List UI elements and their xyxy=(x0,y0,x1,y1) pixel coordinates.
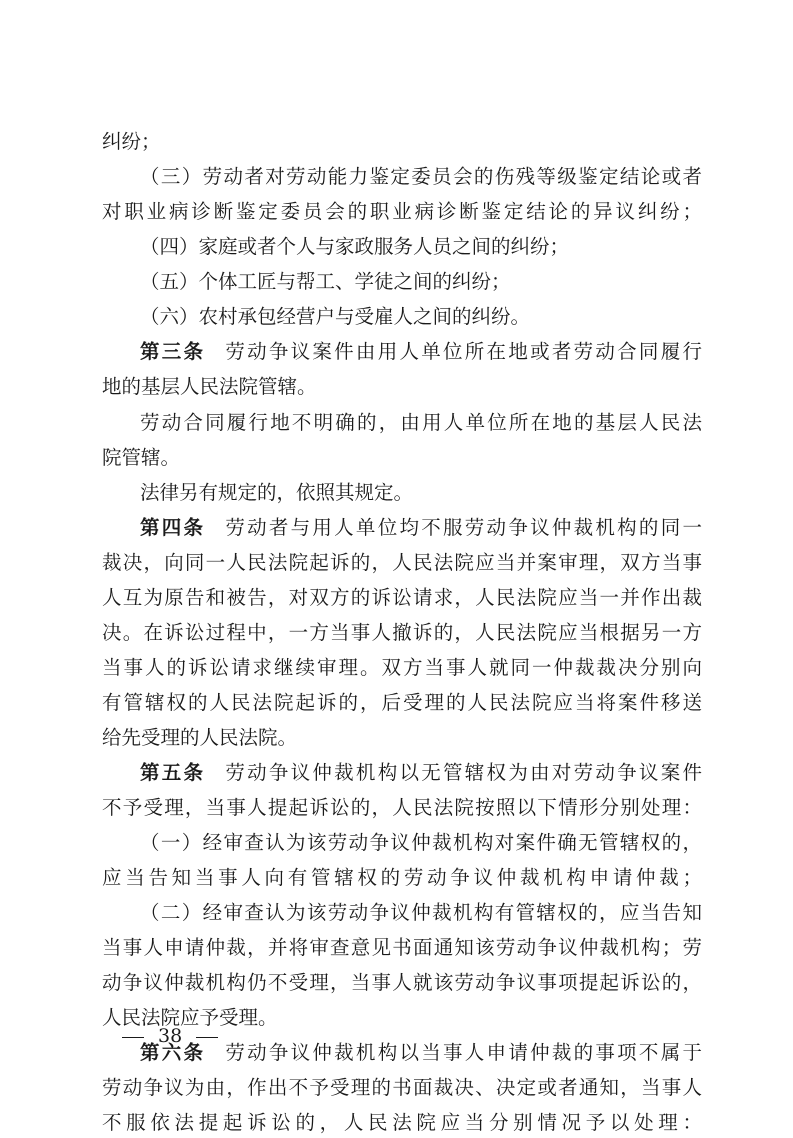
article-6-heading-line: 第六条 劳动争议仲裁机构以当事人申请仲裁的事项不属于 xyxy=(140,1041,702,1064)
text-line: 人互为原告和被告，对双方的诉讼请求，人民法院应当一并作出裁 xyxy=(102,586,702,609)
text-line: 裁决，向同一人民法院起诉的，人民法院应当并案审理，双方当事 xyxy=(102,551,702,574)
text-line: 不予受理，当事人提起诉讼的，人民法院按照以下情形分别处理： xyxy=(102,796,702,819)
text-line: 决。在诉讼过程中，一方当事人撤诉的，人民法院应当根据另一方 xyxy=(102,621,702,644)
text-line: 劳动争议为由，作出不予受理的书面裁决、决定或者通知，当事人 xyxy=(102,1076,702,1099)
text-line: 地的基层人民法院管辖。 xyxy=(102,375,317,398)
article-label: 第六条 xyxy=(140,1041,206,1064)
text-line: 对职业病诊断鉴定委员会的职业病诊断鉴定结论的异议纠纷； xyxy=(102,200,702,223)
article-3-heading-line: 第三条 劳动争议案件由用人单位所在地或者劳动合同履行 xyxy=(140,340,702,363)
text-line: （三）劳动者对劳动能力鉴定委员会的伤残等级鉴定结论或者 xyxy=(140,165,702,188)
text-line: （二）经审查认为该劳动争议仲裁机构有管辖权的，应当告知 xyxy=(140,901,702,924)
text-line: 应当告知当事人向有管辖权的劳动争议仲裁机构申请仲裁； xyxy=(102,866,702,889)
text-line: 不服依法提起诉讼的，人民法院应当分别情况予以处理： xyxy=(102,1111,702,1134)
text-line: 动争议仲裁机构仍不受理，当事人就该劳动争议事项提起诉讼的， xyxy=(102,971,702,994)
article-label: 第四条 xyxy=(140,516,206,539)
page-number: 38 xyxy=(158,1025,183,1047)
text-line: 当事人的诉讼请求继续审理。双方当事人就同一仲裁裁决分别向 xyxy=(102,656,702,679)
text-line: （一）经审查认为该劳动争议仲裁机构对案件确无管辖权的， xyxy=(140,831,702,854)
text-line: （六）农村承包经营户与受雇人之间的纠纷。 xyxy=(140,305,531,328)
text-line: 有管辖权的人民法院起诉的，后受理的人民法院应当将案件移送 xyxy=(102,691,702,714)
article-4-heading-line: 第四条 劳动者与用人单位均不服劳动争议仲裁机构的同一 xyxy=(140,516,702,539)
text-line: 纠纷； xyxy=(102,130,161,153)
article-label: 第三条 xyxy=(140,340,206,363)
text-line: 给先受理的人民法院。 xyxy=(102,726,298,749)
text-line: 法律另有规定的，依照其规定。 xyxy=(140,481,414,504)
footer-dash-right xyxy=(196,1037,218,1038)
article-label: 第五条 xyxy=(140,761,206,784)
text-line: （五）个体工匠与帮工、学徒之间的纠纷； xyxy=(140,270,511,293)
article-5-heading-line: 第五条 劳动争议仲裁机构以无管辖权为由对劳动争议案件 xyxy=(140,761,702,784)
text-line: 劳动合同履行地不明确的，由用人单位所在地的基层人民法 xyxy=(140,411,702,434)
text-line: 人民法院应予受理。 xyxy=(102,1006,278,1029)
page-footer xyxy=(122,1022,218,1050)
text-line: 当事人申请仲裁，并将审查意见书面通知该劳动争议仲裁机构；劳 xyxy=(102,936,702,959)
footer-dash-left xyxy=(122,1037,144,1038)
text-line: （四）家庭或者个人与家政服务人员之间的纠纷； xyxy=(140,235,570,258)
text-line: 院管辖。 xyxy=(102,446,181,469)
